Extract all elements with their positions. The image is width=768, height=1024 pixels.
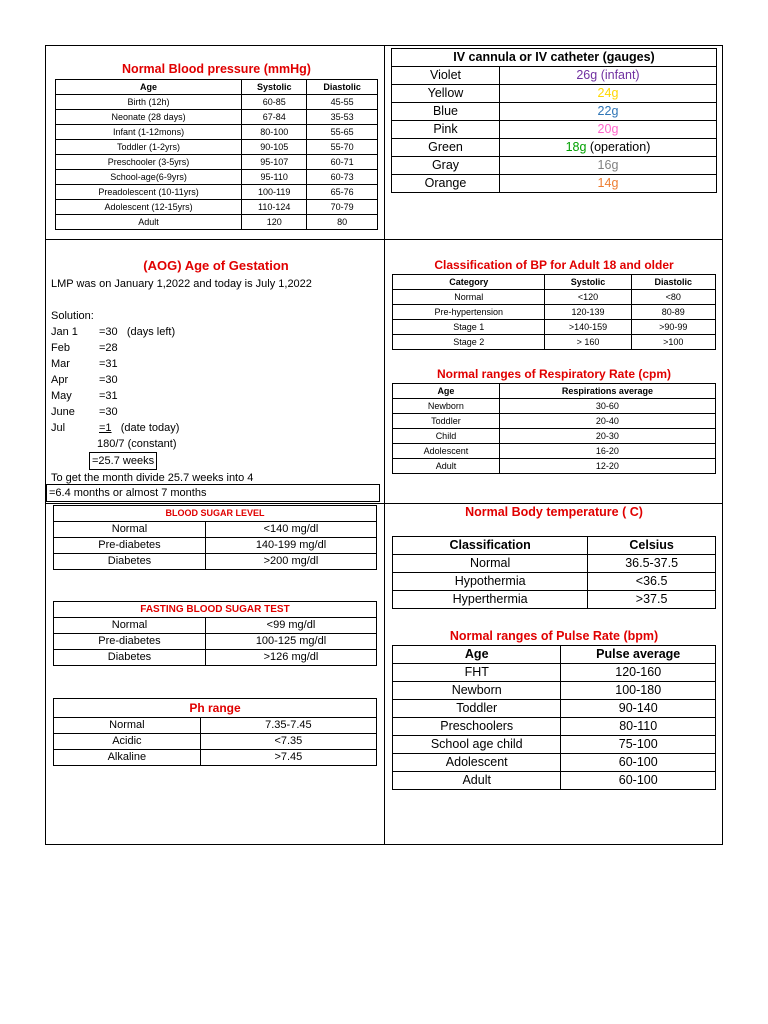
- aog-constant: 180/7 (constant): [97, 438, 177, 450]
- resp-rate-row: [393, 444, 716, 459]
- ph-range-cell: <7.35: [200, 734, 376, 750]
- blood-sugar-cell: <140 mg/dl: [205, 522, 376, 538]
- pulse-rate-cell: 80-110: [561, 718, 716, 736]
- iv-gauge: 26g: [576, 68, 598, 83]
- iv-gauge: 20g: [597, 122, 619, 137]
- body-temp-cell: Normal: [393, 555, 588, 573]
- fasting-sugar-section: [53, 601, 377, 666]
- iv-cannula-title: IV cannula or IV catheter (gauges): [392, 49, 717, 67]
- iv-color-name: Blue: [392, 103, 500, 121]
- iv-row: [392, 121, 717, 139]
- pulse-rate-cell: 60-100: [561, 772, 716, 790]
- iv-color-name: Orange: [392, 175, 500, 193]
- aog-section: [49, 258, 381, 499]
- pulse-rate-row: [393, 718, 716, 736]
- bp-adult-cell: >90-99: [631, 320, 715, 335]
- iv-color-name: Violet: [392, 67, 500, 85]
- normal-bp-cell: Toddler (1-2yrs): [56, 140, 242, 155]
- bp-adult-header: Systolic: [545, 275, 631, 290]
- pulse-rate-cell: 90-140: [561, 700, 716, 718]
- normal-bp-cell: 100-119: [242, 185, 307, 200]
- iv-row: [392, 85, 717, 103]
- resp-rate-cell: 12-20: [499, 459, 715, 474]
- iv-gauge: 14g: [597, 176, 619, 191]
- normal-bp-row: [56, 170, 378, 185]
- aog-result: =6.4 months or almost 7 months: [46, 484, 380, 502]
- resp-rate-header: Age: [393, 384, 500, 399]
- bp-adult-cell: <120: [545, 290, 631, 305]
- bp-adult-cell: > 160: [545, 335, 631, 350]
- normal-bp-cell: Adolescent (12-15yrs): [56, 200, 242, 215]
- normal-bp-cell: Preschooler (3-5yrs): [56, 155, 242, 170]
- pulse-rate-cell: 75-100: [561, 736, 716, 754]
- aog-month-text: To get the month divide 25.7 weeks into 4: [51, 472, 254, 484]
- fasting-sugar-cell: 100-125 mg/dl: [205, 634, 376, 650]
- normal-bp-cell: 80: [307, 215, 378, 230]
- normal-bp-row: [56, 95, 378, 110]
- pulse-rate-row: [393, 754, 716, 772]
- resp-rate-cell: 20-40: [499, 414, 715, 429]
- pulse-rate-cell: Preschoolers: [393, 718, 561, 736]
- normal-bp-cell: Neonate (28 days): [56, 110, 242, 125]
- normal-bp-row: [56, 125, 378, 140]
- pulse-rate-cell: Adolescent: [393, 754, 561, 772]
- ph-range-cell: >7.45: [200, 750, 376, 766]
- resp-rate-cell: Newborn: [393, 399, 500, 414]
- aog-days: =31: [99, 390, 118, 402]
- blood-sugar-cell: 140-199 mg/dl: [205, 538, 376, 554]
- bp-adult-cell: 80-89: [631, 305, 715, 320]
- blood-sugar-section: [53, 505, 377, 570]
- normal-bp-cell: 70-79: [307, 200, 378, 215]
- bp-adult-table: [392, 274, 716, 350]
- normal-bp-title: Normal Blood pressure (mmHg): [122, 62, 311, 76]
- resp-rate-title: Normal ranges of Respiratory Rate (cpm): [436, 367, 672, 381]
- normal-bp-cell: 55-65: [307, 125, 378, 140]
- aog-month-row: [51, 372, 381, 388]
- normal-bp-cell: 90-105: [242, 140, 307, 155]
- aog-days: =30: [99, 374, 118, 386]
- pulse-rate-row: [393, 772, 716, 790]
- aog-days: =28: [99, 342, 118, 354]
- iv-row: [392, 103, 717, 121]
- iv-color-name: Pink: [392, 121, 500, 139]
- normal-bp-cell: 95-107: [242, 155, 307, 170]
- resp-rate-table: [392, 383, 716, 474]
- bp-adult-section: [392, 258, 716, 350]
- resp-rate-section: [392, 367, 716, 474]
- ph-range-cell: Acidic: [54, 734, 201, 750]
- iv-gauge: 18g: [565, 140, 587, 155]
- aog-title: (AOG) Age of Gestation: [143, 258, 289, 273]
- resp-rate-cell: Adolescent: [393, 444, 500, 459]
- normal-bp-cell: 45-55: [307, 95, 378, 110]
- aog-month-row: [51, 404, 381, 420]
- pulse-rate-header: Pulse average: [561, 646, 716, 664]
- blood-sugar-table: [53, 505, 377, 570]
- ph-range-row: [54, 718, 377, 734]
- ph-range-table: [53, 698, 377, 766]
- bp-adult-cell: Pre-hypertension: [393, 305, 545, 320]
- body-temp-cell: Hyperthermia: [393, 591, 588, 609]
- pulse-rate-cell: Toddler: [393, 700, 561, 718]
- body-temp-row: [393, 573, 716, 591]
- pulse-rate-cell: Adult: [393, 772, 561, 790]
- resp-rate-cell: 30-60: [499, 399, 715, 414]
- normal-bp-section: [55, 62, 378, 230]
- normal-bp-row: [56, 200, 378, 215]
- normal-bp-cell: 120: [242, 215, 307, 230]
- body-temp-section: [392, 505, 716, 609]
- iv-gauge-cell: [499, 103, 716, 121]
- normal-bp-cell: 60-73: [307, 170, 378, 185]
- body-temp-cell: >37.5: [588, 591, 716, 609]
- bp-adult-header: Category: [393, 275, 545, 290]
- iv-gauge-cell: [499, 121, 716, 139]
- ph-range-cell: Alkaline: [54, 750, 201, 766]
- bp-adult-cell: Stage 1: [393, 320, 545, 335]
- normal-bp-cell: 80-100: [242, 125, 307, 140]
- resp-rate-row: [393, 414, 716, 429]
- blood-sugar-title: BLOOD SUGAR LEVEL: [54, 506, 377, 522]
- blood-sugar-cell: Normal: [54, 522, 206, 538]
- iv-row: [392, 67, 717, 85]
- iv-gauge-cell: [499, 85, 716, 103]
- iv-color-name: Yellow: [392, 85, 500, 103]
- bp-adult-row: [393, 335, 716, 350]
- normal-bp-cell: 55-70: [307, 140, 378, 155]
- aog-month-row: [51, 420, 381, 436]
- normal-bp-row: [56, 140, 378, 155]
- iv-row: [392, 175, 717, 193]
- normal-bp-cell: Preadolescent (10-11yrs): [56, 185, 242, 200]
- normal-bp-cell: 67-84: [242, 110, 307, 125]
- aog-days: =30: [99, 406, 118, 418]
- bp-adult-cell: Stage 2: [393, 335, 545, 350]
- bp-adult-cell: <80: [631, 290, 715, 305]
- normal-bp-cell: 110-124: [242, 200, 307, 215]
- aog-days: =1: [99, 422, 112, 434]
- normal-bp-row: [56, 155, 378, 170]
- normal-bp-header: Diastolic: [307, 80, 378, 95]
- column-divider: [384, 45, 385, 845]
- normal-bp-cell: 95-110: [242, 170, 307, 185]
- resp-rate-row: [393, 399, 716, 414]
- row-divider-2: [45, 503, 723, 504]
- body-temp-header: Classification: [393, 537, 588, 555]
- ph-range-cell: Normal: [54, 718, 201, 734]
- aog-month: Jan 1: [51, 326, 78, 338]
- bp-adult-cell: >100: [631, 335, 715, 350]
- aog-weeks: =25.7 weeks: [89, 452, 157, 470]
- iv-cannula-section: [391, 48, 717, 193]
- fasting-sugar-cell: >126 mg/dl: [205, 650, 376, 666]
- ph-range-cell: 7.35-7.45: [200, 718, 376, 734]
- bp-adult-row: [393, 320, 716, 335]
- resp-rate-cell: 16-20: [499, 444, 715, 459]
- iv-color-name: Gray: [392, 157, 500, 175]
- body-temp-cell: <36.5: [588, 573, 716, 591]
- normal-bp-row: [56, 110, 378, 125]
- pulse-rate-cell: 100-180: [561, 682, 716, 700]
- normal-bp-cell: 60-85: [242, 95, 307, 110]
- blood-sugar-row: [54, 554, 377, 570]
- pulse-rate-row: [393, 736, 716, 754]
- fasting-sugar-cell: Normal: [54, 618, 206, 634]
- pulse-rate-section: [392, 629, 716, 790]
- aog-note: (date today): [111, 422, 180, 434]
- normal-bp-cell: School-age(6-9yrs): [56, 170, 242, 185]
- body-temp-cell: 36.5-37.5: [588, 555, 716, 573]
- iv-row: [392, 157, 717, 175]
- ph-range-row: [54, 750, 377, 766]
- aog-solution-label: Solution:: [51, 310, 94, 322]
- normal-bp-row: [56, 185, 378, 200]
- row-divider-1: [45, 239, 723, 240]
- aog-note: (days left): [117, 326, 176, 338]
- normal-bp-table: [55, 79, 378, 230]
- iv-gauge-cell: [499, 67, 716, 85]
- pulse-rate-cell: FHT: [393, 664, 561, 682]
- iv-gauge: 16g: [597, 158, 619, 173]
- normal-bp-cell: Infant (1-12mons): [56, 125, 242, 140]
- pulse-rate-title: Normal ranges of Pulse Rate (bpm): [449, 629, 659, 643]
- bp-adult-row: [393, 290, 716, 305]
- aog-month: Mar: [51, 358, 70, 370]
- iv-gauge-cell: [499, 139, 716, 157]
- fasting-sugar-title: FASTING BLOOD SUGAR TEST: [54, 602, 377, 618]
- iv-note: (infant): [597, 68, 640, 83]
- fasting-sugar-row: [54, 650, 377, 666]
- body-temp-title: Normal Body temperature ( C): [465, 505, 643, 519]
- normal-bp-cell: 60-71: [307, 155, 378, 170]
- fasting-sugar-cell: Pre-diabetes: [54, 634, 206, 650]
- blood-sugar-row: [54, 538, 377, 554]
- normal-bp-cell: 65-76: [307, 185, 378, 200]
- bp-adult-title: Classification of BP for Adult 18 and older: [434, 258, 674, 272]
- aog-month: May: [51, 390, 72, 402]
- iv-gauge: 24g: [597, 86, 619, 101]
- iv-color-name: Green: [392, 139, 500, 157]
- iv-note: (operation): [586, 140, 651, 155]
- pulse-rate-row: [393, 682, 716, 700]
- resp-rate-cell: Child: [393, 429, 500, 444]
- aog-month: June: [51, 406, 75, 418]
- pulse-rate-cell: School age child: [393, 736, 561, 754]
- blood-sugar-cell: Diabetes: [54, 554, 206, 570]
- normal-bp-row: [56, 215, 378, 230]
- bp-adult-row: [393, 305, 716, 320]
- aog-month-row: [51, 356, 381, 372]
- body-temp-row: [393, 591, 716, 609]
- iv-gauge: 22g: [597, 104, 619, 119]
- resp-rate-cell: Adult: [393, 459, 500, 474]
- normal-bp-cell: 35-53: [307, 110, 378, 125]
- resp-rate-row: [393, 459, 716, 474]
- normal-bp-header: Systolic: [242, 80, 307, 95]
- fasting-sugar-row: [54, 618, 377, 634]
- bp-adult-header: Diastolic: [631, 275, 715, 290]
- bp-adult-cell: >140-159: [545, 320, 631, 335]
- blood-sugar-row: [54, 522, 377, 538]
- normal-bp-cell: Birth (12h): [56, 95, 242, 110]
- aog-month-row: [51, 324, 381, 340]
- pulse-rate-cell: 60-100: [561, 754, 716, 772]
- fasting-sugar-row: [54, 634, 377, 650]
- fasting-sugar-cell: <99 mg/dl: [205, 618, 376, 634]
- blood-sugar-cell: Pre-diabetes: [54, 538, 206, 554]
- aog-month: Apr: [51, 374, 69, 386]
- pulse-rate-row: [393, 664, 716, 682]
- pulse-rate-row: [393, 700, 716, 718]
- body-temp-table: [392, 536, 716, 609]
- body-temp-header: Celsius: [588, 537, 716, 555]
- bp-adult-cell: Normal: [393, 290, 545, 305]
- resp-rate-row: [393, 429, 716, 444]
- resp-rate-header: Respirations average: [499, 384, 715, 399]
- aog-days: =30: [99, 326, 118, 338]
- resp-rate-cell: 20-30: [499, 429, 715, 444]
- normal-bp-cell: Adult: [56, 215, 242, 230]
- pulse-rate-header: Age: [393, 646, 561, 664]
- resp-rate-cell: Toddler: [393, 414, 500, 429]
- body-temp-row: [393, 555, 716, 573]
- ph-range-row: [54, 734, 377, 750]
- aog-intro: LMP was on January 1,2022 and today is July 1,2022: [51, 278, 312, 290]
- iv-row: [392, 139, 717, 157]
- aog-days: =31: [99, 358, 118, 370]
- aog-month-row: [51, 340, 381, 356]
- iv-gauge-cell: [499, 157, 716, 175]
- aog-month-row: [51, 388, 381, 404]
- iv-cannula-table: [391, 48, 717, 193]
- pulse-rate-cell: Newborn: [393, 682, 561, 700]
- aog-month: Feb: [51, 342, 70, 354]
- bp-adult-cell: 120-139: [545, 305, 631, 320]
- ph-range-title: Ph range: [54, 699, 377, 718]
- aog-month: Jul: [51, 422, 66, 434]
- blood-sugar-cell: >200 mg/dl: [205, 554, 376, 570]
- fasting-sugar-cell: Diabetes: [54, 650, 206, 666]
- pulse-rate-table: [392, 645, 716, 790]
- body-temp-cell: Hypothermia: [393, 573, 588, 591]
- fasting-sugar-table: [53, 601, 377, 666]
- ph-range-section: [53, 698, 377, 766]
- normal-bp-header: Age: [56, 80, 242, 95]
- pulse-rate-cell: 120-160: [561, 664, 716, 682]
- iv-gauge-cell: [499, 175, 716, 193]
